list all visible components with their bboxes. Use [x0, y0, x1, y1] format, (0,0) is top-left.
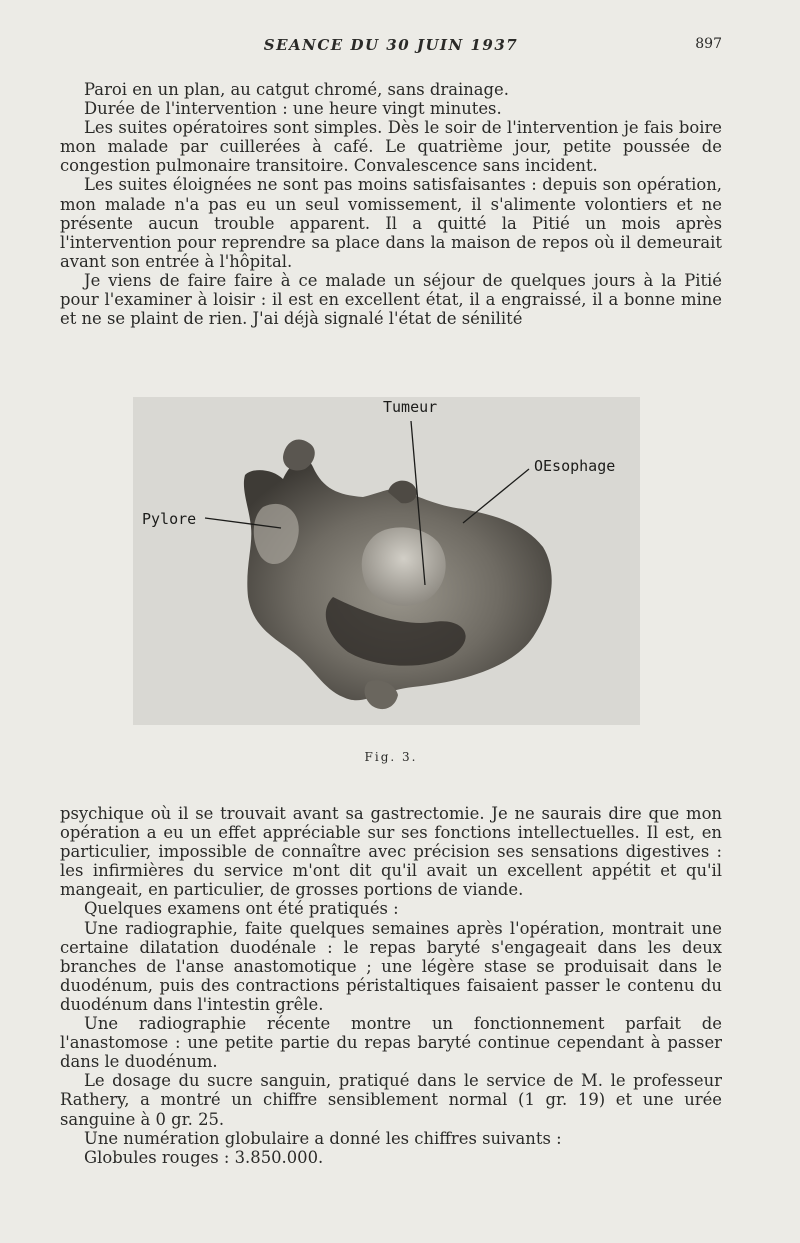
paragraph: Une numération globulaire a donné les chiffres suivants :: [84, 1128, 562, 1148]
label-oesophage: OEsophage: [534, 457, 616, 475]
paragraph: Quelques examens ont été pratiqués :: [84, 899, 399, 919]
paragraph: Je viens de faire faire à ce malade un séjour de quelques jours à la Pitié pour l'examiner à loisir : il est en excellent état, il a engraissé, il a bonne mine et ne se plaint de rien. J'ai déjà signalé l'état de sénilité: [60, 270, 722, 329]
specimen-photo: [133, 397, 640, 725]
paragraph: psychique où il se trouvait avant sa gastrectomie. Je ne saurais dire que mon opération a eu un effet appréciable sur ses fonctions intellectuelles. Il est, en particulier, impossible de connaître avec précision ses sensations digestives : les infirmières du service m'ont dit qu'il avait un excellent appétit et qu'il mangeait, en particulier, de grosses portions de viande.: [60, 804, 722, 900]
page-number: 897: [695, 36, 722, 52]
paragraph: Une radiographie récente montre un fonctionnement parfait de l'anastomose : une petite partie du repas baryté continue cependant à passer dans le duodénum.: [60, 1014, 722, 1072]
paragraph: Les suites opératoires sont simples. Dès le soir de l'intervention je fais boire mon malade par cuillerées à café. Le quatrième jour, petite poussée de congestion pulmonaire transitoire. Convalescence sans incident.: [60, 118, 722, 176]
body-text-top: [60, 80, 722, 328]
paragraph: Une radiographie, faite quelques semaines après l'opération, montrait une certaine dilatation duodénale : le repas baryté s'engageait dans les deux branches de l'anse anastomotique ; une légère stase se produisait dans le duodénum, puis des contractions péristaltiques faisaient passer le contenu du duodénum dans l'intestin grêle.: [60, 918, 722, 1014]
header-title: SEANCE DU 30 JUIN 1937: [263, 36, 519, 54]
paragraph: Globules rouges : 3.850.000.: [84, 1147, 324, 1167]
oesophage-leader-line: [463, 469, 529, 523]
specimen-illustration: [133, 397, 640, 725]
figure-caption: Fig. 3.: [364, 750, 418, 764]
paragraph: Paroi en un plan, au catgut chromé, sans drainage.: [84, 80, 509, 99]
paragraph: Le dosage du sucre sanguin, pratiqué dans le service de M. le professeur Rathery, a montré un chiffre sensiblement normal (1 gr. 19) et une urée sanguine à 0 gr. 25.: [60, 1071, 722, 1129]
running-header: [60, 36, 722, 60]
body-text-bottom: [60, 804, 722, 1167]
paragraph: Durée de l'intervention : une heure vingt minutes.: [84, 99, 502, 119]
label-pylore: Pylore: [142, 510, 197, 528]
tumour-mass: [362, 527, 446, 606]
label-tumeur: Tumeur: [383, 398, 438, 416]
paragraph: Les suites éloignées ne sont pas moins satisfaisantes : depuis son opération, mon malade n'a pas eu un seul vomissement, il s'alimente volontiers et ne présente aucun trouble apparent. Il a quitté la Pitié un mois après l'intervention pour reprendre sa place dans la maison de repos où il demeurait avant son entrée à l'hôpital.: [60, 175, 722, 271]
